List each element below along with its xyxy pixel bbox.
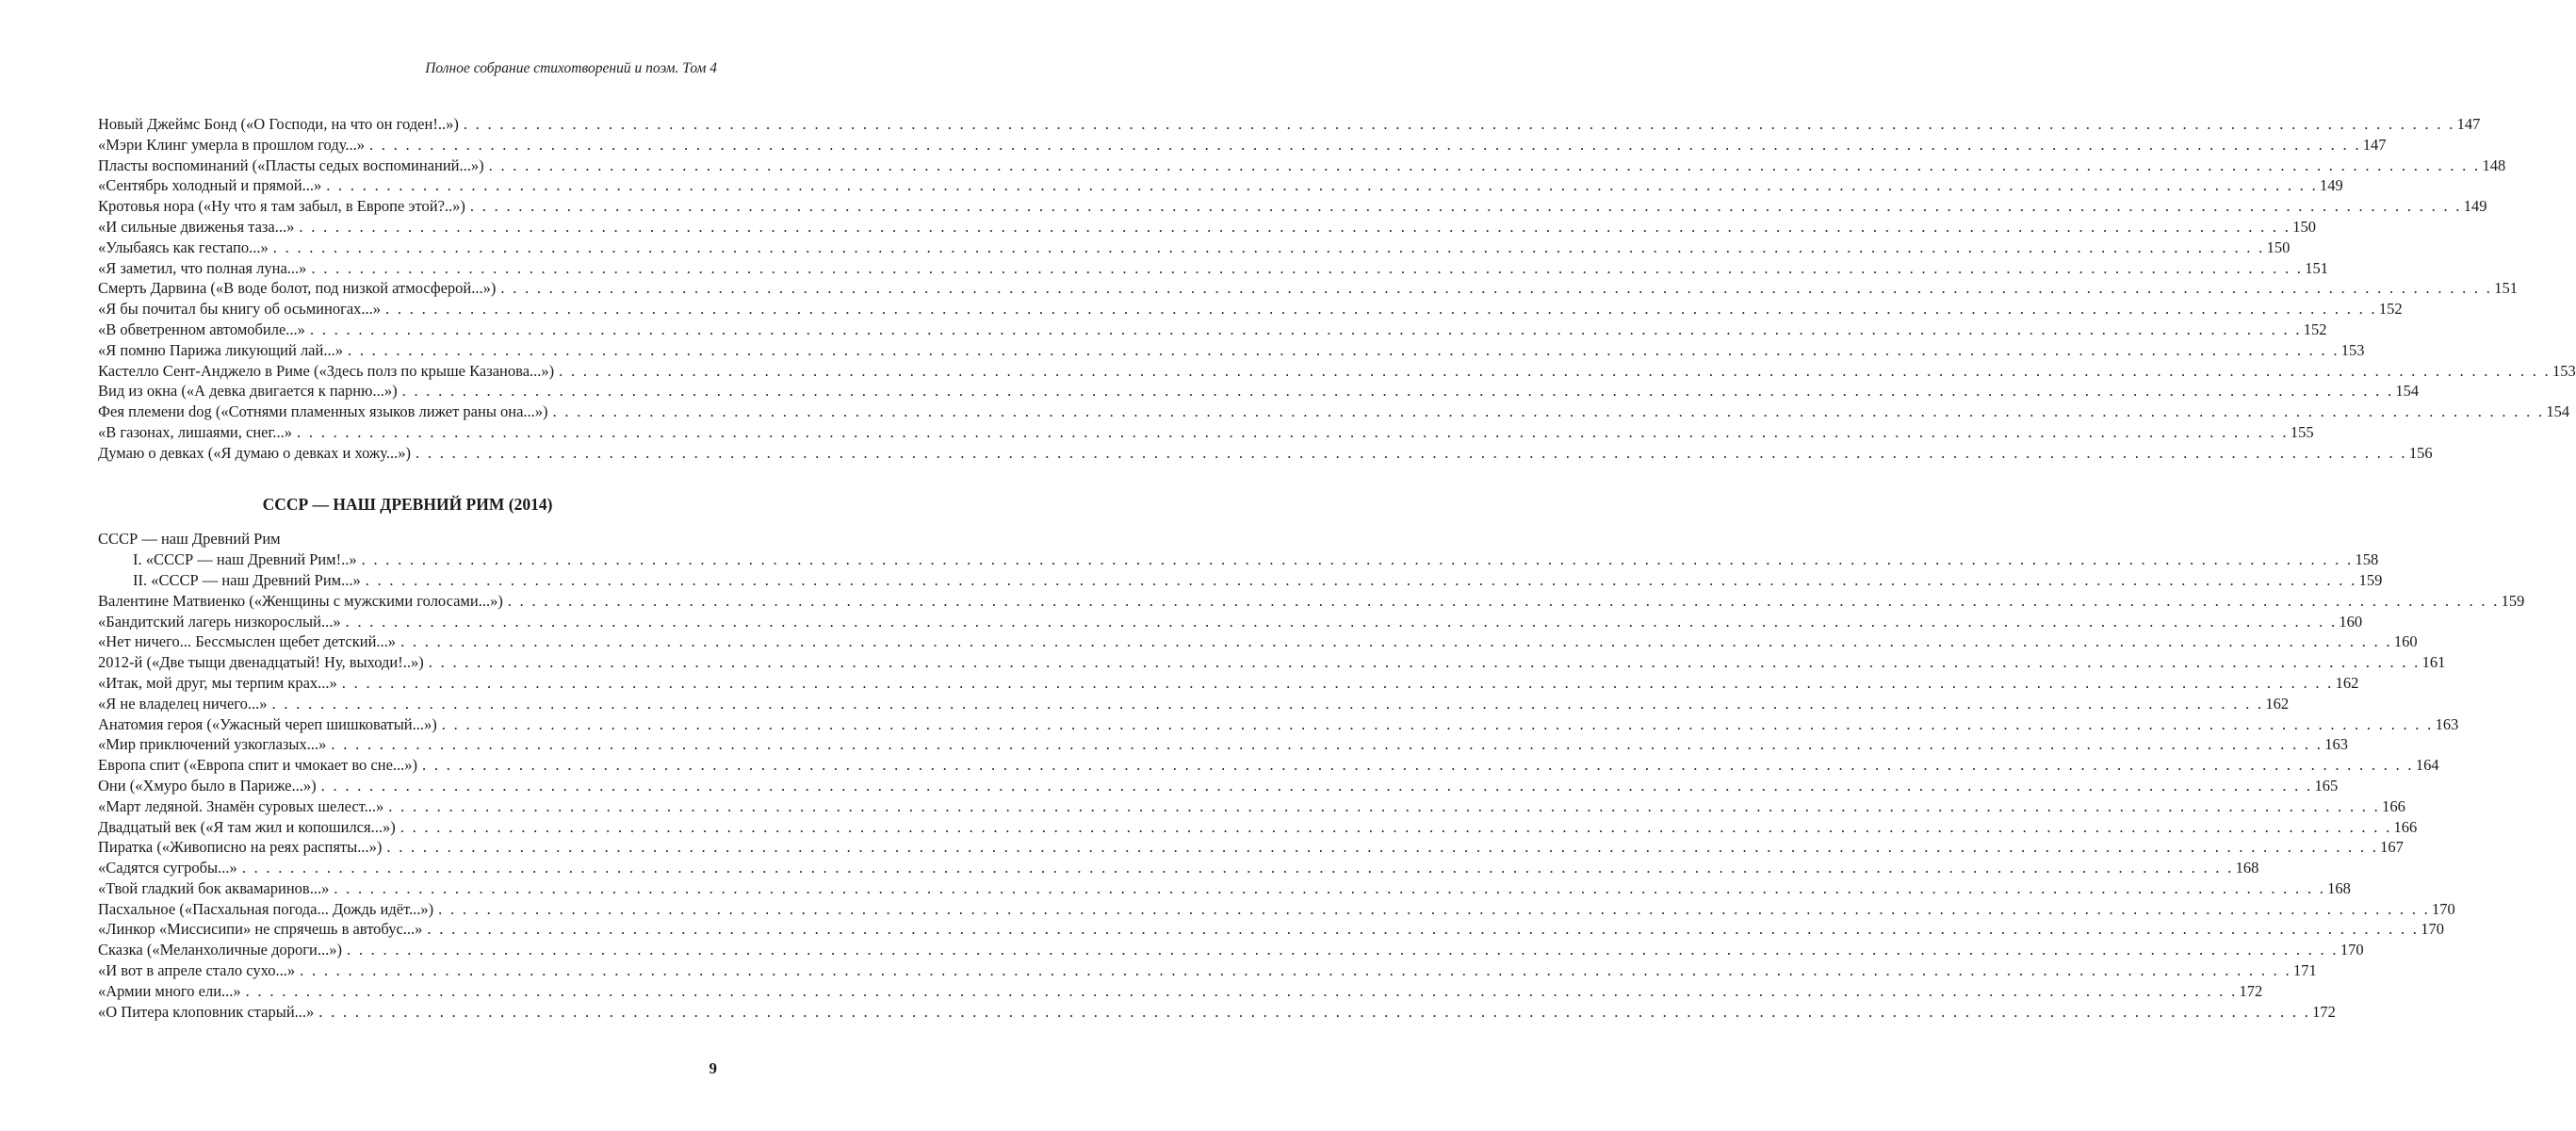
toc-entry-page: 149 xyxy=(2320,176,2343,195)
toc-entry-page: 170 xyxy=(2421,920,2444,939)
toc-entry-title: «В газонах, лишаями, снег...» xyxy=(98,422,293,441)
toc-entry xyxy=(98,422,2314,443)
toc-entry xyxy=(98,776,2339,796)
toc-entry-title: «О Питера клоповник старый...» xyxy=(98,1002,315,1021)
toc-entry xyxy=(98,837,2404,858)
toc-entry-page: 151 xyxy=(2305,258,2328,277)
toc-entry-title: Фея племени dog («Сотнями пламенных языков лижет раны она...») xyxy=(98,402,548,421)
leader-dots: . . . . . . . . . . . . . . . . . . . . . . . . . . . . . . . . . . . . . . . . . . . . . . . . . . . . . . . . . . . . . . . . . . . . . . . . . . . . . . . . . . . . . . . . . . . . . . . . . . . . . . . . . . . . . . . . . . . . . . . . . . . . . . . . . . . . . . . . . . . . . . . . . . . . . . . . . . . . . . . . . . . . . xyxy=(309,320,2302,338)
toc-entry xyxy=(98,858,2259,878)
toc-entry-title: Кротовья нора («Ну что я там забыл, в Европе этой?..») xyxy=(98,197,465,216)
toc-entry-page: 167 xyxy=(2380,838,2404,857)
leader-dots: . . . . . . . . . . . . . . . . . . . . . . . . . . . . . . . . . . . . . . . . . . . . . . . . . . . . . . . . . . . . . . . . . . . . . . . . . . . . . . . . . . . . . . . . . . . . . . . . . . . . . . . . . . . . . . . . . . . . . . . . . . . . . . . . . . . . . . . . . . . . . . . . . . . . . . . . . . . . . . . . . . . . . xyxy=(318,1002,2311,1021)
leader-dots: . . . . . . . . . . . . . . . . . . . . . . . . . . . . . . . . . . . . . . . . . . . . . . . . . . . . . . . . . . . . . . . . . . . . . . . . . . . . . . . . . . . . . . . . . . . . . . . . . . . . . . . . . . . . . . . . . . . . . . . . . . . . . . . . . . . . . . . . . . . . . . . . . . . . . . . . . . . . . . . . . . . . . xyxy=(422,756,2414,775)
toc-entry-title: Анатомия героя («Ужасный череп шишковатый...») xyxy=(98,714,437,733)
toc-entry-page: 161 xyxy=(2421,653,2446,672)
toc-entry xyxy=(98,981,2263,1002)
toc-entry-page: 160 xyxy=(2339,612,2363,631)
leader-dots: . . . . . . . . . . . . . . . . . . . . . . . . . . . . . . . . . . . . . . . . . . . . . . . . . . . . . . . . . . . . . . . . . . . . . . . . . . . . . . . . . . . . . . . . . . . . . . . . . . . . . . . . . . . . . . . . . . . . . . . . . . . . . . . . . . . . . . . . . . . . . . . . . . . . . . . . . . . . . . . . . . . . . xyxy=(401,382,2394,401)
leader-dots: . . . . . . . . . . . . . . . . . . . . . . . . . . . . . . . . . . . . . . . . . . . . . . . . . . . . . . . . . . . . . . . . . . . . . . . . . . . . . . . . . . . . . . . . . . . . . . . . . . . . . . . . . . . . . . . . . . . . . . . . . . . . . . . . . . . . . . . . . . . . . . . . . . . . . . . . . . . . . . . . . . . . . xyxy=(469,197,2462,216)
toc-entry-title: «Мэри Клинг умерла в прошлом году...» xyxy=(98,135,365,154)
toc-entry-title: Сказка («Меланхоличные дороги...») xyxy=(98,941,342,959)
toc-entry-title: Европа спит («Европа спит и чмокает во сне...») xyxy=(98,756,418,775)
toc-entry-page: 149 xyxy=(2463,197,2487,216)
toc-entry-title: «Я не владелец ничего...» xyxy=(98,694,268,713)
leader-dots: . . . . . . . . . . . . . . . . . . . . . . . . . . . . . . . . . . . . . . . . . . . . . . . . . . . . . . . . . . . . . . . . . . . . . . . . . . . . . . . . . . . . . . . . . . . . . . . . . . . . . . . . . . . . . . . . . . . . . . . . . . . . . . . . . . . . . . . . . . . . . . . . . . . . . . . . . . . . . . . . . . . . . xyxy=(346,941,2339,959)
section-title: СССР — НАШ ДРЕВНИЙ РИМ (2014) xyxy=(262,494,553,514)
toc-entry-title: «Март ледяной. Знамён суровых шелест...» xyxy=(98,796,384,815)
leader-dots: . . . . . . . . . . . . . . . . . . . . . . . . . . . . . . . . . . . . . . . . . . . . . . . . . . . . . . . . . . . . . . . . . . . . . . . . . . . . . . . . . . . . . . . . . . . . . . . . . . . . . . . . . . . . . . . . . . . . . . . . . . . . . . . . . . . . . . . . . . . . . . . . . . . . . . . . . . . . . . . . . . . . . xyxy=(311,258,2304,277)
toc-entry-title: «Я бы почитал бы книгу об осьминогах...» xyxy=(98,300,382,319)
toc-entry xyxy=(98,940,2364,960)
leader-dots: . . . . . . . . . . . . . . . . . . . . . . . . . . . . . . . . . . . . . . . . . . . . . . . . . . . . . . . . . . . . . . . . . . . . . . . . . . . . . . . . . . . . . . . . . . . . . . . . . . . . . . . . . . . . . . . . . . . . . . . . . . . . . . . . . . . . . . . . . . . . . . . . . . . . . . . . . . . . . . . . . . . . . xyxy=(427,920,2420,939)
leader-dots: . . . . . . . . . . . . . . . . . . . . . . . . . . . . . . . . . . . . . . . . . . . . . . . . . . . . . . . . . . . . . . . . . . . . . . . . . . . . . . . . . . . . . . . . . . . . . . . . . . . . . . . . . . . . . . . . . . . . . . . . . . . . . . . . . . . . . . . . . . . . . . . . . . . . . . . . . . . . . . . . . . . . . xyxy=(428,653,2421,672)
toc-entry xyxy=(98,196,2487,217)
toc-entry-title: 2012-й («Две тыщи двенадцатый! Ну, выходи!..») xyxy=(98,653,424,672)
toc-entry xyxy=(98,796,2405,817)
toc-entry xyxy=(98,919,2444,940)
toc-entry xyxy=(98,278,2518,299)
page-number: 9 xyxy=(709,1059,717,1077)
leader-dots: . . . . . . . . . . . . . . . . . . . . . . . . . . . . . . . . . . . . . . . . . . . . . . . . . . . . . . . . . . . . . . . . . . . . . . . . . . . . . . . . . . . . . . . . . . . . . . . . . . . . . . . . . . . . . . . . . . . . . . . . . . . . . . . . . . . . . . . . . . . . . . . . . . . . . . . . . . . . . . . . . . . . . xyxy=(271,694,2264,713)
leader-dots: . . . . . . . . . . . . . . . . . . . . . . . . . . . . . . . . . . . . . . . . . . . . . . . . . . . . . . . . . . . . . . . . . . . . . . . . . . . . . . . . . . . . . . . . . . . . . . . . . . . . . . . . . . . . . . . . . . . . . . . . . . . . . . . . . . . . . . . . . . . . . . . . . . . . . . . . . . . . . . . . . . . . . xyxy=(245,981,2238,1000)
toc-entry-title: «Сентябрь холодный и прямой...» xyxy=(98,176,322,195)
toc-entry-page: 148 xyxy=(2482,156,2506,174)
toc-sub-entries xyxy=(98,549,2383,591)
toc-entry xyxy=(98,258,2328,279)
toc-entry-title: «Твой гладкий бок аквамаринов...» xyxy=(98,878,330,897)
toc-entry-title: «Армии много ели...» xyxy=(98,981,241,1000)
toc-entry-title: Кастелло Сент-Анджело в Риме («Здесь полз по крыше Казанова...») xyxy=(98,361,555,380)
toc-entry xyxy=(98,878,2351,899)
leader-dots: . . . . . . . . . . . . . . . . . . . . . . . . . . . . . . . . . . . . . . . . . . . . . . . . . . . . . . . . . . . . . . . . . . . . . . . . . . . . . . . . . . . . . . . . . . . . . . . . . . . . . . . . . . . . . . . . . . . . . . . . . . . . . . . . . . . . . . . . . . . . . . . . . . . . . . . . . . . . . . . . . . . . . xyxy=(507,591,2500,610)
toc-group-title-row xyxy=(98,529,717,549)
toc-entry-title: Пасхальное («Пасхальная погода... Дождь идёт...») xyxy=(98,899,434,918)
toc-entry-title: «И вот в апреле стало сухо...» xyxy=(98,961,296,980)
leader-dots: . . . . . . . . . . . . . . . . . . . . . . . . . . . . . . . . . . . . . . . . . . . . . . . . . . . . . . . . . . . . . . . . . . . . . . . . . . . . . . . . . . . . . . . . . . . . . . . . . . . . . . . . . . . . . . . . . . . . . . . . . . . . . . . . . . . . . . . . . . . . . . . . . . . . . . . . . . . . . . . . . . . . . xyxy=(388,796,2381,815)
toc-entry-page: 155 xyxy=(2290,422,2314,441)
toc-entry xyxy=(98,673,2359,694)
toc-entry-page: 153 xyxy=(2340,340,2365,359)
toc-entry xyxy=(98,299,2403,320)
toc-group-previous xyxy=(98,114,2576,464)
toc-entry-page: 163 xyxy=(2435,714,2459,733)
leader-dots: . . . . . . . . . . . . . . . . . . . . . . . . . . . . . . . . . . . . . . . . . . . . . . . . . . . . . . . . . . . . . . . . . . . . . . . . . . . . . . . . . . . . . . . . . . . . . . . . . . . . . . . . . . . . . . . . . . . . . . . . . . . . . . . . . . . . . . . . . . . . . . . . . . . . . . . . . . . . . . . . . . . . . xyxy=(331,735,2323,754)
leader-dots: . . . . . . . . . . . . . . . . . . . . . . . . . . . . . . . . . . . . . . . . . . . . . . . . . . . . . . . . . . . . . . . . . . . . . . . . . . . . . . . . . . . . . . . . . . . . . . . . . . . . . . . . . . . . . . . . . . . . . . . . . . . . . . . . . . . . . . . . . . . . . . . . . . . . . . . . . . . . . . . . . . . . . xyxy=(399,817,2392,836)
leader-dots: . . . . . . . . . . . . . . . . . . . . . . . . . . . . . . . . . . . . . . . . . . . . . . . . . . . . . . . . . . . . . . . . . . . . . . . . . . . . . . . . . . . . . . . . . . . . . . . . . . . . . . . . . . . . . . . . . . . . . . . . . . . . . . . . . . . . . . . . . . . . . . . . . . . . . . . . . . . . . . . . . . . . . xyxy=(300,961,2291,980)
toc-entry-title: «Я помню Парижа ликующий лай...» xyxy=(98,340,343,359)
toc-entry-page: 171 xyxy=(2292,961,2317,980)
leader-dots: . . . . . . . . . . . . . . . . . . . . . . . . . . . . . . . . . . . . . . . . . . . . . . . . . . . . . . . . . . . . . . . . . . . . . . . . . . . . . . . . . . . . . . . . . . . . . . . . . . . . . . . . . . . . . . . . . . . . . . . . . . . . . . . . . . . . . . . . . . . . . . . . . . . . . . . . . . . . . . . . . . . . . xyxy=(297,422,2289,441)
leader-dots: . . . . . . . . . . . . . . . . . . . . . . . . . . . . . . . . . . . . . . . . . . . . . . . . . . . . . . . . . . . . . . . . . . . . . . . . . . . . . . . . . . . . . . . . . . . . . . . . . . . . . . . . . . . . . . . . . . . . . . . . . . . . . . . . . . . . . . . . . . . . . . . . . . . . . . . . . . . . . . . . . . . . . xyxy=(441,714,2434,733)
toc-entry xyxy=(98,402,2570,422)
toc-entry-page: 158 xyxy=(2355,550,2379,569)
toc-entry xyxy=(98,114,2481,135)
toc-entry xyxy=(98,612,2363,632)
toc-entry xyxy=(98,381,2420,402)
table-of-contents xyxy=(98,114,2576,1022)
toc-entry xyxy=(98,549,2379,570)
leader-dots: . . . . . . . . . . . . . . . . . . . . . . . . . . . . . . . . . . . . . . . . . . . . . . . . . . . . . . . . . . . . . . . . . . . . . . . . . . . . . . . . . . . . . . . . . . . . . . . . . . . . . . . . . . . . . . . . . . . . . . . . . . . . . . . . . . . . . . . . . . . . . . . . . . . . . . . . . . . . . . . . . . . . . xyxy=(341,673,2334,692)
toc-entry-title: «И сильные движенья таза...» xyxy=(98,217,295,236)
toc-entry-page: 163 xyxy=(2324,735,2348,754)
toc-entry-title: Валентине Матвиенко («Женщины с мужскими голосами...») xyxy=(98,591,503,610)
toc-entry-title: «Я заметил, что полная луна...» xyxy=(98,258,307,277)
leader-dots: . . . . . . . . . . . . . . . . . . . . . . . . . . . . . . . . . . . . . . . . . . . . . . . . . . . . . . . . . . . . . . . . . . . . . . . . . . . . . . . . . . . . . . . . . . . . . . . . . . . . . . . . . . . . . . . . . . . . . . . . . . . . . . . . . . . . . . . . . . . . . . . . . . . . . . . . . . . . . . . . . . . . . xyxy=(400,632,2392,651)
toc-entry-title: Новый Джеймс Бонд («О Господи, на что он годен!..») xyxy=(98,115,459,133)
leader-dots: . . . . . . . . . . . . . . . . . . . . . . . . . . . . . . . . . . . . . . . . . . . . . . . . . . . . . . . . . . . . . . . . . . . . . . . . . . . . . . . . . . . . . . . . . . . . . . . . . . . . . . . . . . . . . . . . . . . . . . . . . . . . . . . . . . . . . . . . . . . . . . . . . . . . . . . . . . . . . . . . . . . . . xyxy=(488,156,2481,174)
leader-dots: . . . . . . . . . . . . . . . . . . . . . . . . . . . . . . . . . . . . . . . . . . . . . . . . . . . . . . . . . . . . . . . . . . . . . . . . . . . . . . . . . . . . . . . . . . . . . . . . . . . . . . . . . . . . . . . . . . . . . . . . . . . . . . . . . . . . . . . . . . . . . . . . . . . . . . . . . . . . . . . . . . . . . xyxy=(386,838,2379,857)
toc-entry xyxy=(98,238,2291,258)
toc-entry-page: 170 xyxy=(2340,941,2364,959)
leader-dots: . . . . . . . . . . . . . . . . . . . . . . . . . . . . . . . . . . . . . . . . . . . . . . . . . . . . . . . . . . . . . . . . . . . . . . . . . . . . . . . . . . . . . . . . . . . . . . . . . . . . . . . . . . . . . . . . . . . . . . . . . . . . . . . . . . . . . . . . . . . . . . . . . . . . . . . . . . . . . . . . . . . . . xyxy=(320,776,2313,795)
toc-entry xyxy=(98,175,2343,196)
toc-entry-page: 152 xyxy=(2303,320,2327,338)
toc-entry-page: 166 xyxy=(2382,796,2405,815)
toc-entry-page: 168 xyxy=(2327,878,2351,897)
toc-entry-page: 150 xyxy=(2266,238,2291,256)
toc-entry xyxy=(98,652,2446,673)
toc-entry-page: 159 xyxy=(2501,591,2525,610)
toc-entry-page: 172 xyxy=(2312,1002,2336,1021)
leader-dots: . . . . . . . . . . . . . . . . . . . . . . . . . . . . . . . . . . . . . . . . . . . . . . . . . . . . . . . . . . . . . . . . . . . . . . . . . . . . . . . . . . . . . . . . . . . . . . . . . . . . . . . . . . . . . . . . . . . . . . . . . . . . . . . . . . . . . . . . . . . . . . . . . . . . . . . . . . . . . . . . . . . . . xyxy=(334,878,2326,897)
leader-dots: . . . . . . . . . . . . . . . . . . . . . . . . . . . . . . . . . . . . . . . . . . . . . . . . . . . . . . . . . . . . . . . . . . . . . . . . . . . . . . . . . . . . . . . . . . . . . . . . . . . . . . . . . . . . . . . . . . . . . . . . . . . . . . . . . . . . . . . . . . . . . . . . . . . . . . . . . . . . . . . . . . . . . xyxy=(361,550,2354,569)
leader-dots: . . . . . . . . . . . . . . . . . . . . . . . . . . . . . . . . . . . . . . . . . . . . . . . . . . . . . . . . . . . . . . . . . . . . . . . . . . . . . . . . . . . . . . . . . . . . . . . . . . . . . . . . . . . . . . . . . . . . . . . . . . . . . . . . . . . . . . . . . . . . . . . . . . . . . . . . . . . . . . . . . . . . . xyxy=(368,135,2361,154)
toc-entry-page: 165 xyxy=(2314,776,2339,795)
toc-entry-page: 159 xyxy=(2358,570,2383,589)
toc-entry-title: «Мир приключений узкоглазых...» xyxy=(98,735,327,754)
toc-entry-title: Вид из окна («А девка двигается к парню...») xyxy=(98,382,398,401)
toc-entry xyxy=(98,361,2576,382)
toc-entry-page: 168 xyxy=(2235,859,2259,877)
leader-dots: . . . . . . . . . . . . . . . . . . . . . . . . . . . . . . . . . . . . . . . . . . . . . . . . . . . . . . . . . . . . . . . . . . . . . . . . . . . . . . . . . . . . . . . . . . . . . . . . . . . . . . . . . . . . . . . . . . . . . . . . . . . . . . . . . . . . . . . . . . . . . . . . . . . . . . . . . . . . . . . . . . . . . xyxy=(463,115,2455,133)
toc-entry xyxy=(98,570,2383,591)
toc-entry xyxy=(98,755,2439,776)
toc-entry-title: I. «СССР — наш Древний Рим!..» xyxy=(133,550,357,569)
toc-entry-title: Смерть Дарвина («В воде болот, под низкой атмосферой...») xyxy=(98,279,497,298)
toc-entry-page: 172 xyxy=(2239,981,2263,1000)
toc-entry xyxy=(98,135,2387,156)
toc-entry-title: «Линкор «Миссисипи» не спрячешь в автобус...» xyxy=(98,920,423,939)
toc-group-section xyxy=(98,591,2525,1023)
toc-entry xyxy=(98,694,2290,714)
toc-entry xyxy=(98,734,2348,755)
toc-entry-title: «Садятся сугробы...» xyxy=(98,859,237,877)
toc-entry xyxy=(98,1002,2336,1023)
toc-entry-title: Они («Хмуро было в Париже...») xyxy=(98,776,317,795)
leader-dots: . . . . . . . . . . . . . . . . . . . . . . . . . . . . . . . . . . . . . . . . . . . . . . . . . . . . . . . . . . . . . . . . . . . . . . . . . . . . . . . . . . . . . . . . . . . . . . . . . . . . . . . . . . . . . . . . . . . . . . . . . . . . . . . . . . . . . . . . . . . . . . . . . . . . . . . . . . . . . . . . . . . . . xyxy=(500,279,2493,298)
toc-entry-page: 150 xyxy=(2292,217,2316,236)
running-header: Полное собрание стихотворений и поэм. Том 4 xyxy=(425,60,717,76)
toc-entry xyxy=(98,714,2459,735)
toc-entry-title: Пиратка («Живописно на реях распяты...») xyxy=(98,838,383,857)
toc-entry-title: «Итак, мой друг, мы терпим крах...» xyxy=(98,673,337,692)
toc-entry-page: 147 xyxy=(2456,115,2481,133)
toc-entry-page: 170 xyxy=(2432,899,2455,918)
toc-entry-title: «Бандитский лагерь низкорослый...» xyxy=(98,612,341,631)
leader-dots: . . . . . . . . . . . . . . . . . . . . . . . . . . . . . . . . . . . . . . . . . . . . . . . . . . . . . . . . . . . . . . . . . . . . . . . . . . . . . . . . . . . . . . . . . . . . . . . . . . . . . . . . . . . . . . . . . . . . . . . . . . . . . . . . . . . . . . . . . . . . . . . . . . . . . . . . . . . . . . . . . . . . . xyxy=(347,340,2340,359)
toc-entry-title: Двадцатый век («Я там жил и копошился...») xyxy=(98,817,396,836)
leader-dots: . . . . . . . . . . . . . . . . . . . . . . . . . . . . . . . . . . . . . . . . . . . . . . . . . . . . . . . . . . . . . . . . . . . . . . . . . . . . . . . . . . . . . . . . . . . . . . . . . . . . . . . . . . . . . . . . . . . . . . . . . . . . . . . . . . . . . . . . . . . . . . . . . . . . . . . . . . . . . . . . . . . . . xyxy=(559,361,2551,380)
toc-entry-title: «Улыбаясь как гестапо...» xyxy=(98,238,269,256)
leader-dots: . . . . . . . . . . . . . . . . . . . . . . . . . . . . . . . . . . . . . . . . . . . . . . . . . . . . . . . . . . . . . . . . . . . . . . . . . . . . . . . . . . . . . . . . . . . . . . . . . . . . . . . . . . . . . . . . . . . . . . . . . . . . . . . . . . . . . . . . . . . . . . . . . . . . . . . . . . . . . . . . . . . . . xyxy=(299,217,2291,236)
leader-dots: . . . . . . . . . . . . . . . . . . . . . . . . . . . . . . . . . . . . . . . . . . . . . . . . . . . . . . . . . . . . . . . . . . . . . . . . . . . . . . . . . . . . . . . . . . . . . . . . . . . . . . . . . . . . . . . . . . . . . . . . . . . . . . . . . . . . . . . . . . . . . . . . . . . . . . . . . . . . . . . . . . . . . xyxy=(345,612,2338,631)
toc-entry-title: Думаю о девках («Я думаю о девках и хожу...») xyxy=(98,443,412,462)
leader-dots: . . . . . . . . . . . . . . . . . . . . . . . . . . . . . . . . . . . . . . . . . . . . . . . . . . . . . . . . . . . . . . . . . . . . . . . . . . . . . . . . . . . . . . . . . . . . . . . . . . . . . . . . . . . . . . . . . . . . . . . . . . . . . . . . . . . . . . . . . . . . . . . . . . . . . . . . . . . . . . . . . . . . . xyxy=(438,899,2430,918)
toc-entry-title: Пласты воспоминаний («Пласты седых воспоминаний...») xyxy=(98,156,484,174)
toc-entry-page: 153 xyxy=(2552,361,2576,380)
toc-entry-title: II. «СССР — наш Древний Рим...» xyxy=(133,570,361,589)
toc-entry-page: 166 xyxy=(2393,817,2418,836)
toc-entry xyxy=(98,899,2455,920)
leader-dots: . . . . . . . . . . . . . . . . . . . . . . . . . . . . . . . . . . . . . . . . . . . . . . . . . . . . . . . . . . . . . . . . . . . . . . . . . . . . . . . . . . . . . . . . . . . . . . . . . . . . . . . . . . . . . . . . . . . . . . . . . . . . . . . . . . . . . . . . . . . . . . . . . . . . . . . . . . . . . . . . . . . . . xyxy=(385,300,2377,319)
leader-dots: . . . . . . . . . . . . . . . . . . . . . . . . . . . . . . . . . . . . . . . . . . . . . . . . . . . . . . . . . . . . . . . . . . . . . . . . . . . . . . . . . . . . . . . . . . . . . . . . . . . . . . . . . . . . . . . . . . . . . . . . . . . . . . . . . . . . . . . . . . . . . . . . . . . . . . . . . . . . . . . . . . . . . xyxy=(326,176,2319,195)
toc-entry-page: 160 xyxy=(2393,632,2418,651)
toc-entry xyxy=(98,320,2327,340)
toc-entry xyxy=(98,631,2418,652)
toc-entry-page: 151 xyxy=(2494,279,2518,298)
toc-entry xyxy=(98,591,2525,612)
toc-entry xyxy=(98,443,2433,464)
toc-entry-page: 156 xyxy=(2408,443,2433,462)
toc-entry-page: 147 xyxy=(2362,135,2387,154)
toc-entry-page: 154 xyxy=(2546,402,2570,421)
toc-entry-page: 164 xyxy=(2415,756,2439,775)
toc-entry xyxy=(98,217,2316,238)
leader-dots: . . . . . . . . . . . . . . . . . . . . . . . . . . . . . . . . . . . . . . . . . . . . . . . . . . . . . . . . . . . . . . . . . . . . . . . . . . . . . . . . . . . . . . . . . . . . . . . . . . . . . . . . . . . . . . . . . . . . . . . . . . . . . . . . . . . . . . . . . . . . . . . . . . . . . . . . . . . . . . . . . . . . . xyxy=(272,238,2265,256)
toc-entry-page: 162 xyxy=(2335,673,2359,692)
toc-entry xyxy=(98,960,2317,981)
leader-dots: . . . . . . . . . . . . . . . . . . . . . . . . . . . . . . . . . . . . . . . . . . . . . . . . . . . . . . . . . . . . . . . . . . . . . . . . . . . . . . . . . . . . . . . . . . . . . . . . . . . . . . . . . . . . . . . . . . . . . . . . . . . . . . . . . . . . . . . . . . . . . . . . . . . . . . . . . . . . . . . . . . . . . xyxy=(241,859,2234,877)
toc-entry-page: 154 xyxy=(2395,382,2420,401)
toc-entry xyxy=(98,340,2365,361)
toc-entry-title: «В обветренном автомобиле...» xyxy=(98,320,305,338)
toc-entry-page: 162 xyxy=(2265,694,2290,713)
toc-entry-page: 152 xyxy=(2378,300,2403,319)
toc-group-title: СССР — наш Древний Рим xyxy=(98,530,281,549)
leader-dots: . . . . . . . . . . . . . . . . . . . . . . . . . . . . . . . . . . . . . . . . . . . . . . . . . . . . . . . . . . . . . . . . . . . . . . . . . . . . . . . . . . . . . . . . . . . . . . . . . . . . . . . . . . . . . . . . . . . . . . . . . . . . . . . . . . . . . . . . . . . . . . . . . . . . . . . . . . . . . . . . . . . . . xyxy=(416,443,2407,462)
toc-entry xyxy=(98,156,2506,176)
toc-entry-title: «Нет ничего... Бессмыслен щебет детский...» xyxy=(98,632,397,651)
leader-dots: . . . . . . . . . . . . . . . . . . . . . . . . . . . . . . . . . . . . . . . . . . . . . . . . . . . . . . . . . . . . . . . . . . . . . . . . . . . . . . . . . . . . . . . . . . . . . . . . . . . . . . . . . . . . . . . . . . . . . . . . . . . . . . . . . . . . . . . . . . . . . . . . . . . . . . . . . . . . . . . . . . . . . xyxy=(552,402,2545,421)
leader-dots: . . . . . . . . . . . . . . . . . . . . . . . . . . . . . . . . . . . . . . . . . . . . . . . . . . . . . . . . . . . . . . . . . . . . . . . . . . . . . . . . . . . . . . . . . . . . . . . . . . . . . . . . . . . . . . . . . . . . . . . . . . . . . . . . . . . . . . . . . . . . . . . . . . . . . . . . . . . . . . . . . . . . . xyxy=(365,570,2357,589)
toc-entry xyxy=(98,817,2418,838)
